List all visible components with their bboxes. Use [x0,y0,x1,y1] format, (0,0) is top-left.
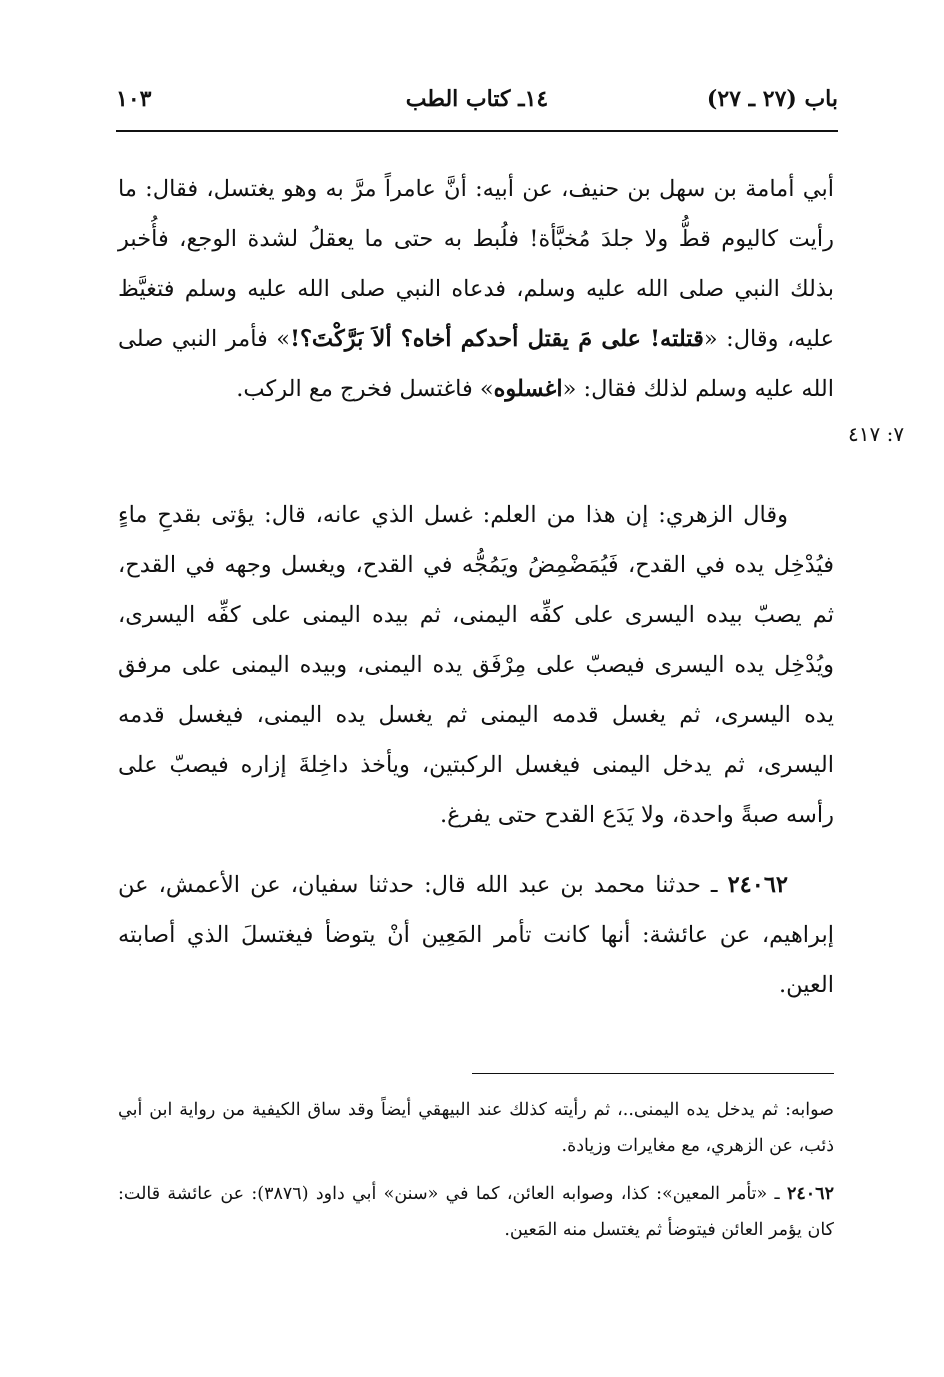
footnotes [118,1092,834,1260]
page-header [116,86,838,126]
hadith-number: ٢٤٠٦٢ [727,872,788,898]
footnote-2 [118,1176,834,1248]
footnote-text: ـ «تأمر المعين»: كذا، وصوابه العائن، كما في «سنن» أبي داود (٣٨٧٦): عن عائشة قالت: كان يؤمر العائن فيتوضأ ثم يغتسل منه المَعين. [118,1184,834,1240]
margin-reference: ٧: ٤١٧ [848,422,905,446]
bold-quote: قتلته! على مَ يقتل أحدكم أخاه؟ ألاَ بَرَّكْتَ؟! [290,326,704,352]
bold-quote: اغسلوه [493,376,563,402]
page-number: ١٠٣ [116,86,152,112]
hadith-text: ـ حدثنا محمد بن عبد الله قال: حدثنا سفيان، عن الأعمش، عن إبراهيم، عن عائشة: أنها كانت تأمر المَعِين أنْ يتوضأ فيغتسلَ الذي أصابته العين. [118,872,834,998]
header-rule [116,130,838,132]
text: » فأمر النبي صلى الله عليه وسلم لذلك فقال: « [118,326,834,402]
footnote-number: ٢٤٠٦٢ [786,1184,834,1204]
book-title: ١٤ـ كتاب الطب [405,86,549,112]
text: » فاغتسل فخرج مع الركب. [236,376,494,402]
chapter-reference: باب (٢٧ ـ ٢٧) [706,86,838,112]
paragraph-zuhri: وقال الزهري: إن هذا من العلم: غسل الذي عانه، قال: يؤتى بقدحِ ماءٍ فيُدْخِل يده في القدح، فَيُمَضْمِضُ ويَمُجُّه في القدح، ويغسل وجهه في القدح، ثم يصبّ بيده اليسرى على كفِّه اليمنى، ثم بيده اليمنى على كفِّه اليسرى، ويُدْخِل يده اليسرى فيصبّ على مِرْفَق يده اليمنى، وبيده اليمنى على مرفق يده اليسرى، ثم يغسل قدمه اليمنى ثم يغسل يده اليمنى، فيغسل قدمه اليسرى، ثم يدخل اليمنى فيغسل الركبتين، ويأخذ داخِلةَ إزاره فيصبّ على رأسه صبةً واحدة، ولا يَدَع القدح حتى يفرغ. [118,502,834,828]
paragraph-hadith-continuation [118,164,834,414]
text: أبي أمامة بن سهل بن حنيف، عن أبيه: أنَّ عامراً مرَّ به وهو يغتسل، فقال: ما رأيت كاليوم قطُّ ولا جلدَ مُخبَّأة! فلُبط به حتى ما يعقلُ لشدة الوجع، فأُخبر بذلك النبي صلى الله عليه وسلم، فدعاه النبي صلى الله عليه وسلم فتغيَّظ عليه، وقال: « [118,176,835,352]
footnote-1: صوابه: ثم يدخل يده اليمنى..، ثم رأيته كذلك عند البيهقي أيضاً وقد ساق الكيفية من رواية ابن أبي ذئب، عن الزهري، مع مغايرات وزيادة. [118,1100,834,1156]
paragraph-hadith-24062 [118,860,834,1010]
footnote-rule [472,1073,834,1074]
